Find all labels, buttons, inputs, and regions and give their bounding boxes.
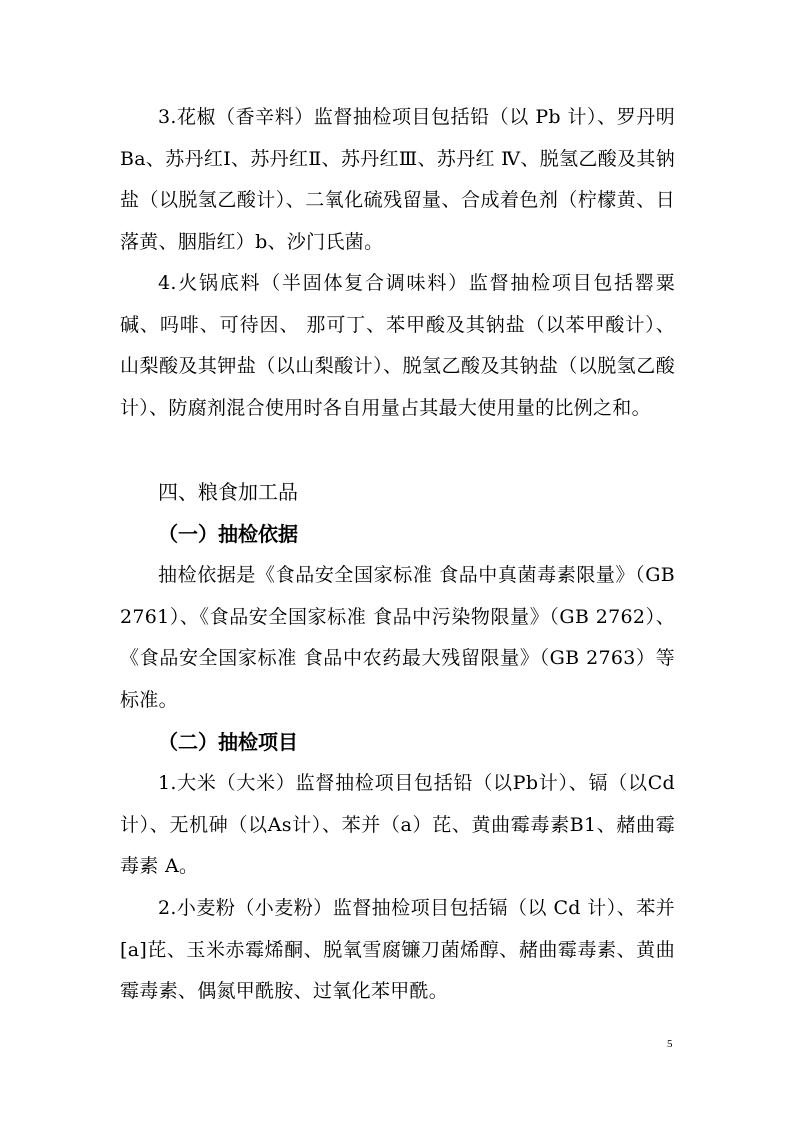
subheading-inspection-items: （二）抽检项目 bbox=[158, 730, 298, 754]
subheading-inspection-basis: （一）抽检依据 bbox=[158, 522, 298, 546]
paragraph-hotpot-items: 4.火锅底料（半固体复合调味料）监督抽检项目包括罂粟碱、吗啡、可待因、 那可丁、苯甲酸及其钠盐（以苯甲酸计）、山梨酸及其钾盐（以山梨酸计）、脱氢乙酸及其钠盐（以脱氢乙酸计）、防腐剂混合使用时各自用量占其最大使用量的比例之和。 bbox=[120, 272, 675, 419]
page-number: 5 bbox=[667, 1038, 673, 1050]
paragraph-wheat-flour-items: 2.小麦粉（小麦粉）监督抽检项目包括镉（以 Cd 计）、苯并[a]芘、玉米赤霉烯酮、脱氧雪腐镰刀菌烯醇、赭曲霉毒素、黄曲霉毒素、偶氮甲酰胺、过氧化苯甲酰。 bbox=[120, 897, 675, 1002]
paragraph-inspection-basis: 抽检依据是《食品安全国家标准 食品中真菌毒素限量》（GB 2761）、《食品安全国家标准 食品中污染物限量》（GB 2762）、《食品安全国家标准 食品中农药最大残留限量》（GB 2763）等标准。 bbox=[120, 564, 675, 711]
paragraph-rice-items: 1.大米（大米）监督抽检项目包括铅（以Pb计）、镉（以Cd计）、无机砷（以As计）、苯并（a）芘、黄曲霉毒素B1、赭曲霉毒素 A。 bbox=[120, 772, 675, 877]
paragraph-huajiao-items: 3.花椒（香辛料）监督抽检项目包括铅（以 Pb 计）、罗丹明 Ba、苏丹红Ⅰ、苏丹红Ⅱ、苏丹红Ⅲ、苏丹红 Ⅳ、脱氢乙酸及其钠盐（以脱氢乙酸计）、二氧化硫残留量、合成着色剂（柠檬黄、日落黄、胭脂红）b、沙门氏菌。 bbox=[120, 106, 675, 253]
section-heading-grain-products: 四、粮食加工品 bbox=[158, 480, 298, 504]
